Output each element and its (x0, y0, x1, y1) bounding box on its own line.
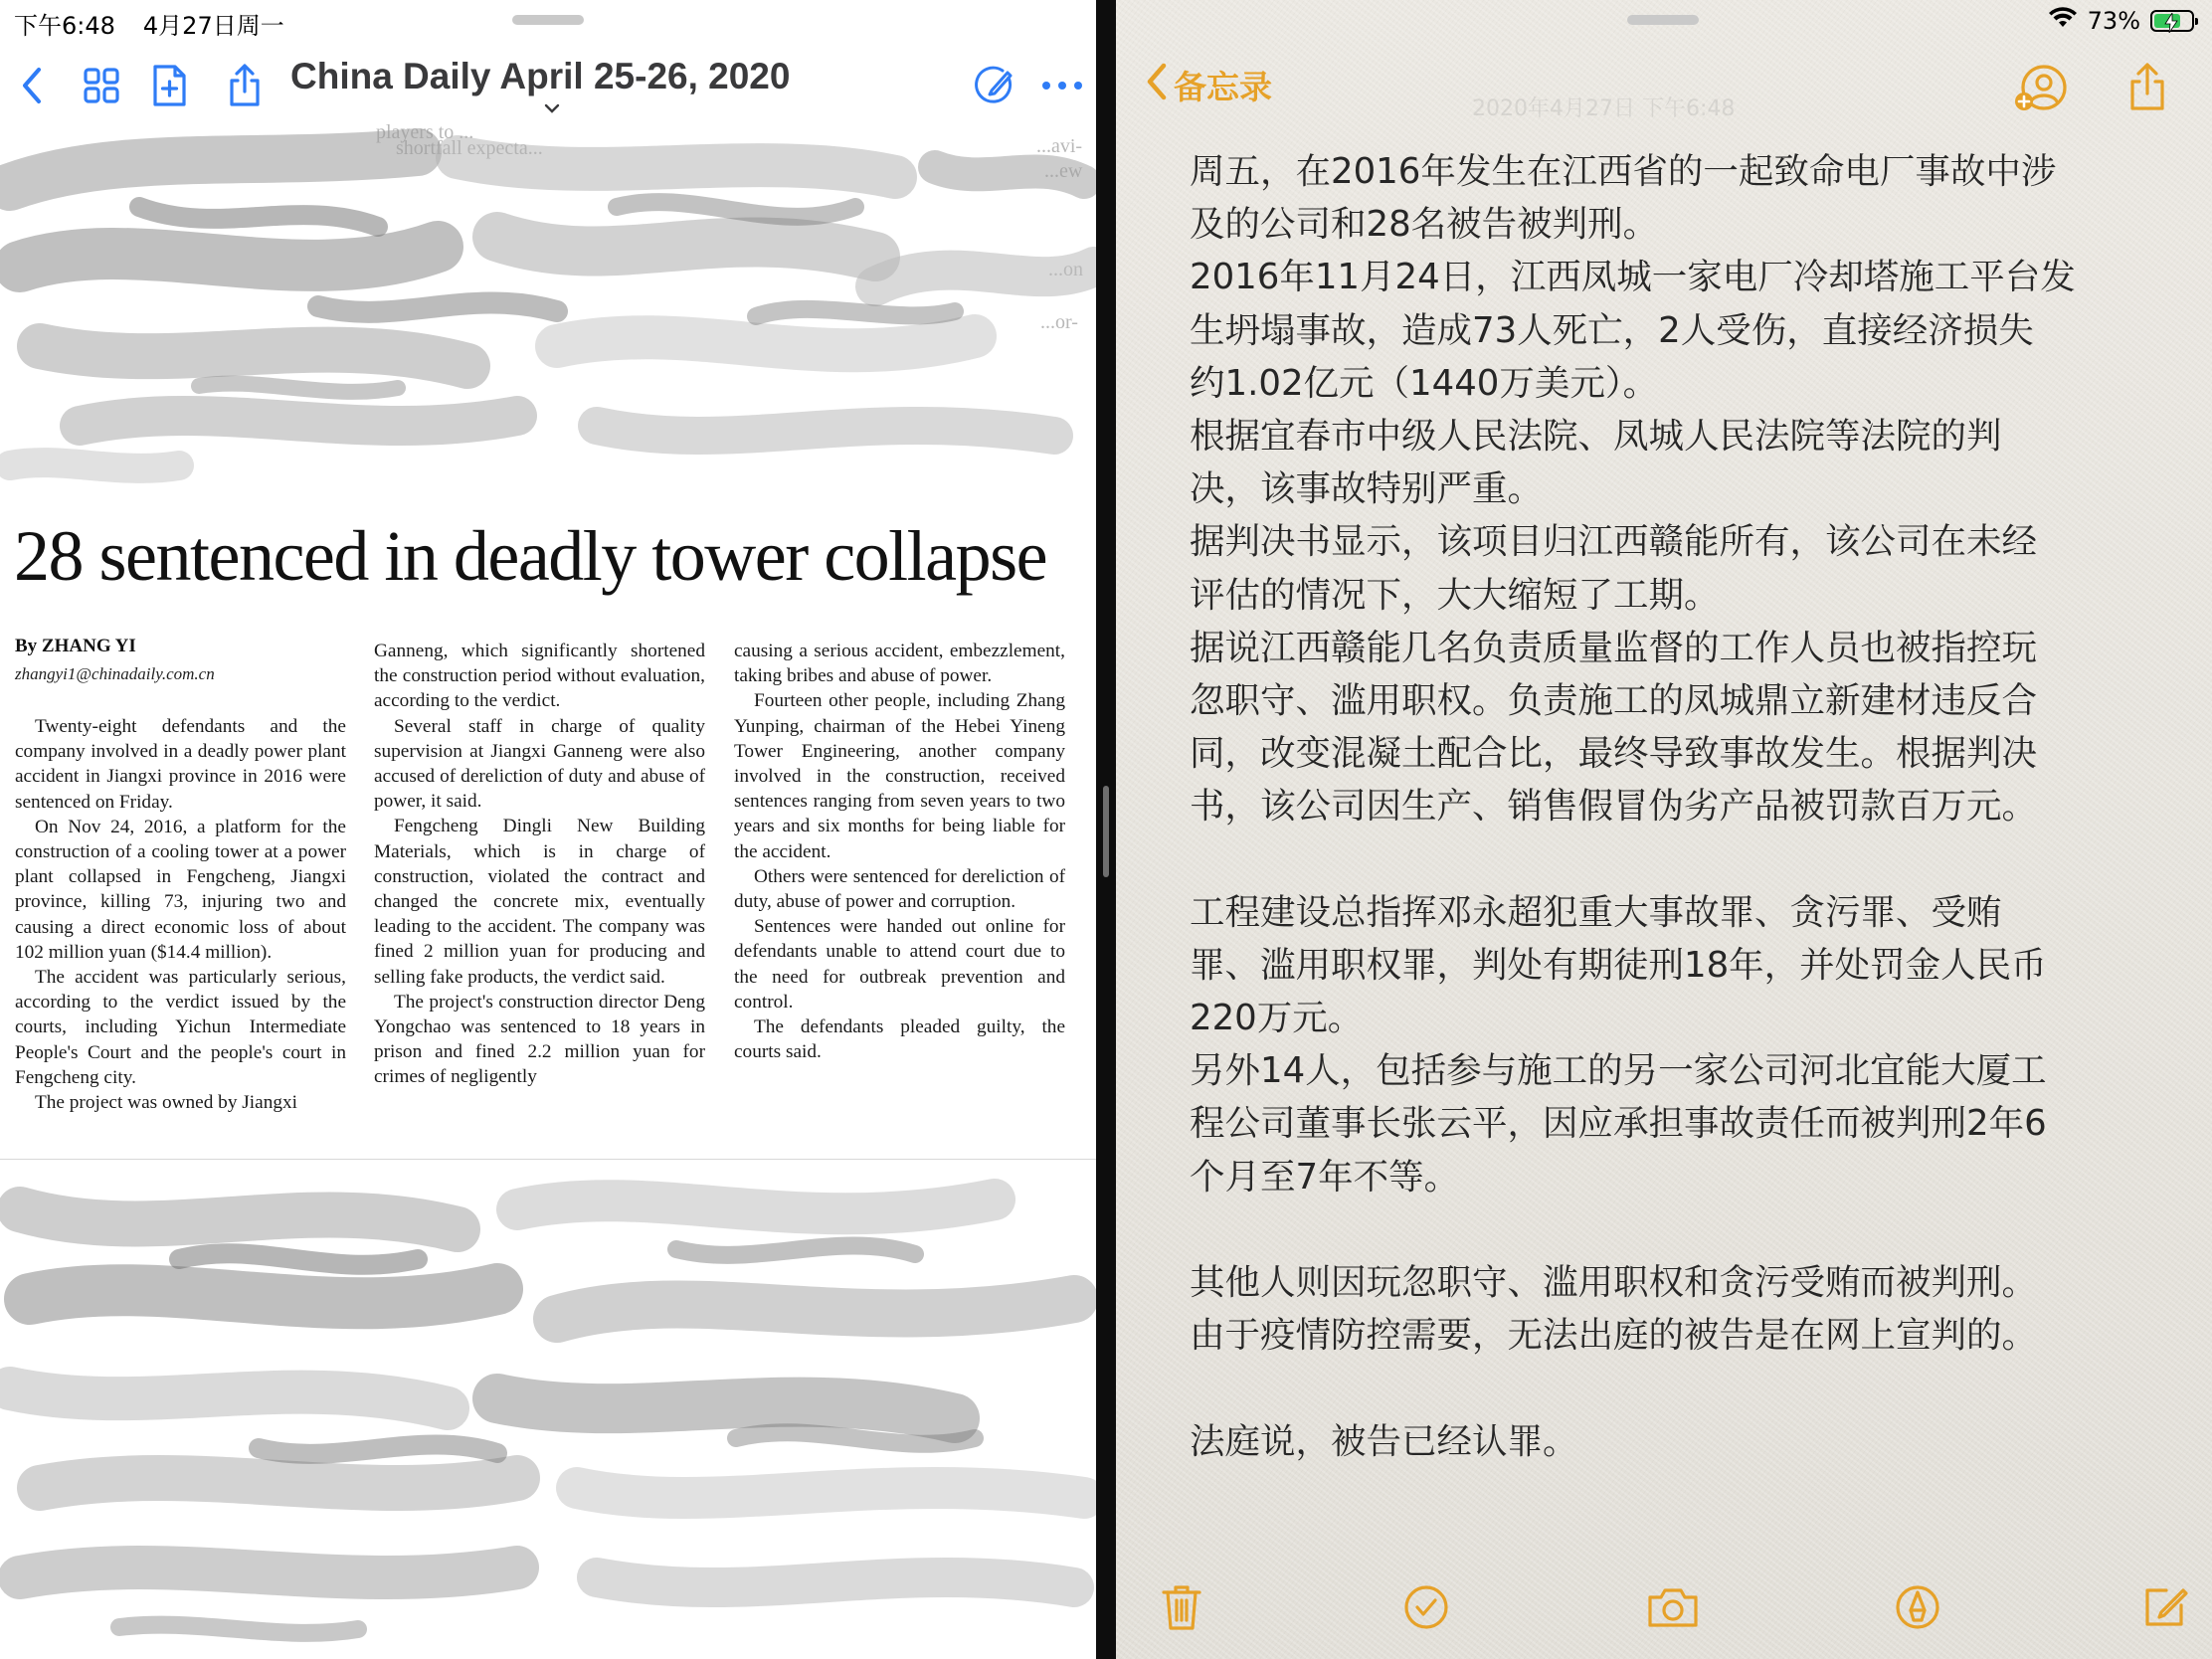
split-view-divider[interactable] (1096, 0, 1116, 1659)
redaction-scribbles-top (0, 127, 1096, 505)
camera-icon[interactable] (1641, 1575, 1705, 1639)
note-line[interactable]: 另外14人，包括参与施工的另一家公司河北宜能大厦工 (1190, 1050, 2047, 1092)
split-view-handle[interactable] (1103, 786, 1109, 877)
notes-bottom-toolbar (1116, 1575, 2212, 1645)
status-time: 下午6:48 (14, 12, 115, 40)
note-line[interactable]: 由于疫情防控需要，无法出庭的被告是在网上宣判的。 (1190, 1315, 2038, 1357)
status-bar-right (2048, 6, 2194, 36)
pdf-toolbar (0, 52, 1096, 131)
notes-back-button[interactable] (1140, 62, 1272, 108)
multitasking-grabber[interactable] (512, 15, 584, 25)
note-line[interactable]: 其他人则因玩忽职守、滥用职权和贪污受贿而被判刑。 (1190, 1261, 2038, 1303)
redaction-scribbles-bottom (0, 1170, 1096, 1659)
note-line[interactable]: 个月至7年不等。 (1190, 1156, 1460, 1198)
notes-pane (1116, 0, 2212, 1659)
article-paragraph: Sentences were handed out online for defendants unable to attend court due to the need for outbreak prevention and control. (734, 916, 1065, 1013)
chevron-down-icon[interactable] (543, 99, 561, 118)
charging-bolt-icon (2164, 11, 2178, 39)
article-paragraph: Twenty-eight defendants and the company involved in a deadly power plant accident in Jiangxi province in 2016 were sentenced on Friday. (15, 716, 346, 813)
note-line[interactable]: 生坍塌事故，造成73人死亡，2人受伤，直接经济损失 (1190, 309, 2034, 351)
share-icon[interactable] (219, 60, 271, 111)
note-line[interactable]: 同，改变混凝土配合比，最终导致事故发生。根据判决 (1190, 733, 2038, 775)
checklist-icon[interactable] (1394, 1575, 1458, 1639)
article-column-3 (734, 639, 1065, 1064)
markup-icon[interactable] (969, 60, 1020, 111)
pdf-viewer-pane (0, 0, 1096, 1659)
note-line[interactable]: 约1.02亿元（1440万美元）。 (1190, 362, 1659, 404)
article-byline: By ZHANG YI (15, 636, 136, 656)
note-line[interactable]: 据说江西赣能几名负责质量监督的工作人员也被指控玩 (1190, 627, 2038, 668)
note-line[interactable]: 罪、滥用职权罪，判处有期徒刑18年，并处罚金人民币 (1190, 944, 2047, 986)
faint-text: ...or- (1040, 311, 1078, 333)
faint-text: ...on (1048, 259, 1083, 280)
article-paragraph: On Nov 24, 2016, a platform for the construction of a cooling tower at a power plant collapsed in Fengcheng, Jiangxi province, killing 73, injuring two and causing a direct economic loss of about 102 million yuan ($14.4 million). (15, 816, 346, 963)
article-paragraph: Several staff in charge of quality supervision at Jiangxi Ganneng were also accused of dereliction of duty and abuse of power, it said. (374, 715, 705, 813)
article-column-2 (374, 639, 705, 1090)
markup-pen-icon[interactable] (1886, 1575, 1949, 1639)
pdf-page[interactable] (0, 121, 1096, 1659)
battery-percentage: 73% (2087, 7, 2140, 35)
article-column-1 (15, 714, 346, 1115)
article-paragraph: The project was owned by Jiangxi (35, 1092, 297, 1114)
note-line[interactable]: 决，该事故特别严重。 (1190, 468, 1544, 510)
faint-text: shortfall expecta... (396, 137, 543, 159)
back-chevron-icon[interactable] (6, 60, 58, 111)
multitasking-grabber[interactable] (1627, 15, 1699, 25)
article-paragraph: The accident was particularly serious, according to the verdict issued by the courts, including Yichun Intermediate People's Court and the people's court in Fengcheng city. (15, 967, 346, 1088)
note-line[interactable]: 忽职守、滥用职权。负责施工的凤城鼎立新建材违反合 (1190, 679, 2038, 721)
wifi-icon (2048, 7, 2078, 35)
article-paragraph: The project's construction director Deng Yongchao was sentenced to 18 years in prison and fined 2.2 million yuan for crimes of negligently (374, 991, 705, 1088)
article-author-email: zhangyi1@chinadaily.com.cn (15, 664, 215, 683)
article-paragraph: causing a serious accident, embezzlement, taking bribes and abuse of power. (734, 641, 1065, 687)
note-date: 2020年4月27日 下午6:48 (1472, 96, 1736, 121)
document-title[interactable]: China Daily April 25-26, 2020 (290, 56, 791, 96)
page-divider-line (0, 1159, 1096, 1160)
article-paragraph: Fengcheng Dingli New Building Materials, which is in charge of construction, violated the contract and changed the concrete mix, eventually leading to the accident. The company was fined 2 million yuan for producing and selling fake products, the verdict said. (374, 816, 705, 988)
note-body[interactable] (1190, 145, 2144, 1468)
note-line[interactable]: 工程建设总指挥邓永超犯重大事故罪、贪污罪、受贿 (1190, 891, 2002, 933)
battery-icon (2150, 10, 2194, 32)
note-line[interactable]: 周五，在2016年发生在江西省的一起致命电厂事故中涉 (1190, 151, 2057, 192)
share-icon[interactable] (2122, 60, 2172, 115)
note-line[interactable]: 法庭说，被告已经认罪。 (1190, 1420, 1578, 1462)
article-headline: 28 sentenced in deadly tower collapse (14, 516, 1047, 596)
note-blank-line[interactable] (1190, 1203, 2144, 1256)
status-bar-left (14, 6, 312, 41)
faint-text: ...avi- (1036, 135, 1083, 157)
note-line[interactable]: 及的公司和28名被告被判刑。 (1190, 204, 1659, 246)
article-paragraph: Ganneng, which significantly shortened the construction period without evaluation, according to the verdict. (374, 641, 705, 712)
notes-back-label: 备忘录 (1174, 68, 1272, 106)
note-line[interactable]: 评估的情况下，大大缩短了工期。 (1190, 574, 1720, 616)
more-icon[interactable] (1036, 60, 1088, 111)
note-line[interactable]: 2016年11月24日，江西凤城一家电厂冷却塔施工平台发 (1190, 257, 2076, 298)
status-date: 4月27日周一 (142, 12, 284, 40)
article-paragraph: Fourteen other people, including Zhang Yunping, chairman of the Hebei Yineng Tower Engineering, another company involved in the construction, received sentences ranging from seven years to two years and six months for being liable for the accident. (734, 690, 1065, 862)
article-paragraph: The defendants pleaded guilty, the courts said. (734, 1016, 1065, 1063)
note-line[interactable]: 程公司董事长张云平，因应承担事故责任而被判刑2年6 (1190, 1103, 2047, 1145)
add-people-icon[interactable] (2011, 62, 2071, 117)
add-page-icon[interactable] (143, 60, 195, 111)
article-paragraph: Others were sentenced for dereliction of duty, abuse of power and corruption. (734, 865, 1065, 913)
note-line[interactable]: 220万元。 (1190, 998, 1364, 1038)
note-line[interactable]: 书，该公司因生产、销售假冒伪劣产品被罚款百万元。 (1190, 786, 2038, 828)
back-chevron-icon (1146, 63, 1168, 108)
compose-icon[interactable] (2132, 1575, 2196, 1639)
note-line[interactable]: 根据宜春市中级人民法院、凤城人民法院等法院的判 (1190, 415, 2002, 457)
note-blank-line[interactable] (1190, 1362, 2144, 1414)
faint-text: players to ... (376, 121, 474, 143)
battery-tip (2195, 18, 2198, 25)
faint-text: ...ew (1044, 160, 1083, 182)
note-line[interactable]: 据判决书显示，该项目归江西赣能所有，该公司在未经 (1190, 521, 2038, 563)
note-blank-line[interactable] (1190, 832, 2144, 885)
thumbnails-icon[interactable] (76, 60, 127, 111)
trash-icon[interactable] (1150, 1575, 1213, 1639)
